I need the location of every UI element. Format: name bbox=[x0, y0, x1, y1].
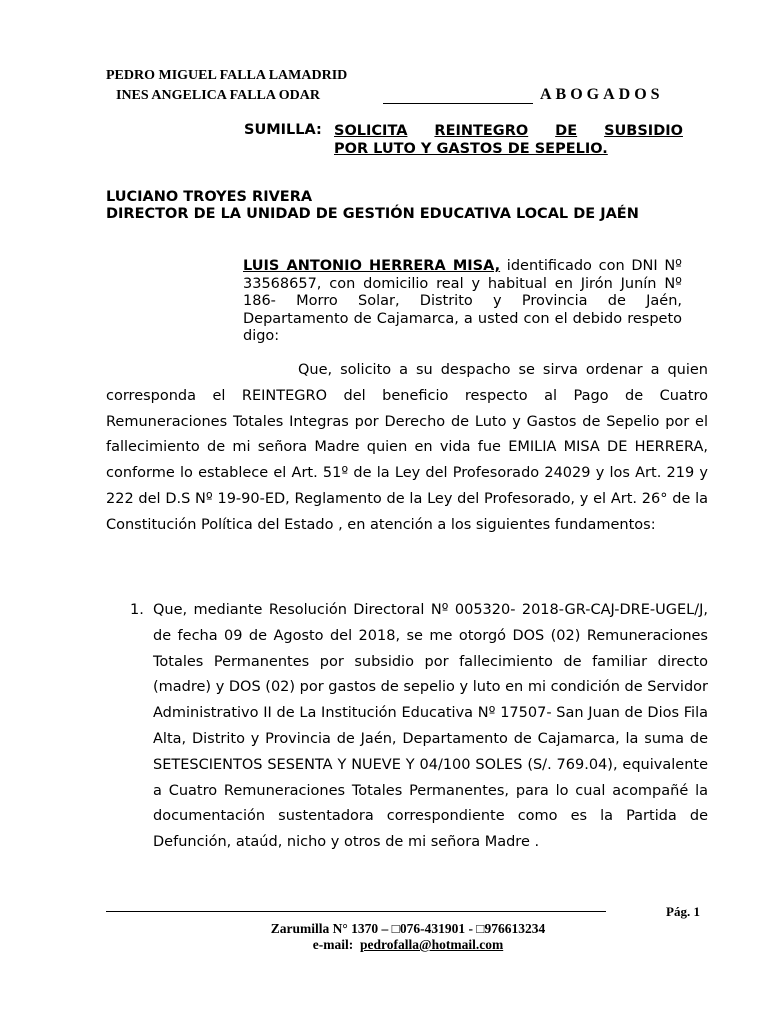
request-text: Que, solicito a su despacho se sirva ordenar a quien corresponda el REINTEGRO del beneficio respecto al Pago de Cuatro Remuneraciones Totales Integras por Derecho de Luto y Gastos de Sepelio por el fallecimiento de mi señora Madre quien en vida fue EMILIA MISA DE HERRERA, conforme lo establece el Art. 51º de la Ley del Profesorado 24029 y los Art. 219 y 222 del D.S Nº 19-90-ED, Reglamento de la Ley del Profesorado, y el Art. 26° de la Constitución Política del Estado , en atención a los siguientes fundamentos: bbox=[106, 362, 708, 533]
sumilla-word: REINTEGRO bbox=[434, 123, 529, 139]
sumilla-line-1 bbox=[334, 122, 683, 140]
identification-paragraph bbox=[243, 258, 682, 346]
letterhead-name-1: PEDRO MIGUEL FALLA LAMADRID bbox=[106, 68, 348, 83]
petitioner-name: LUIS ANTONIO HERRERA MISA, bbox=[243, 258, 501, 274]
email-label: e-mail: bbox=[312, 937, 354, 952]
sumilla-word: DE bbox=[555, 123, 578, 139]
letterhead-title: ABOGADOS bbox=[540, 86, 664, 103]
list-item-number: 1. bbox=[130, 602, 144, 618]
letterhead-rule bbox=[383, 103, 533, 104]
sumilla-word: SUBSIDIO bbox=[604, 123, 683, 139]
sumilla-text bbox=[334, 122, 683, 158]
footer-email-line bbox=[0, 937, 768, 953]
email-link[interactable]: pedrofalla@hotmail.com bbox=[360, 937, 504, 952]
request-paragraph bbox=[106, 358, 708, 539]
list-item: Que, mediante Resolución Directoral Nº 005320- 2018-GR-CAJ-DRE-UGEL/J, de fecha 09 de Agosto del 2018, se me otorgó DOS (02) Remuneraciones Totales Permanentes por subsidio por fallecimiento de familiar directo (madre) y DOS (02) por gastos de sepelio y luto en mi condición de Servidor Administrativo II de La Institución Educativa Nº 17507- San Juan de Dios Fila Alta, Distrito y Provincia de Jaén, Departamento de Cajamarca, la suma de SETESCIENTOS SESENTA Y NUEVE Y 04/100 SOLES (S/. 769.04), equivalente a Cuatro Remuneraciones Totales Permanentes, para lo cual acompañé la documentación sustentadora correspondiente como es la Partida de Defunción, ataúd, nicho y otros de mi señora Madre . bbox=[153, 602, 709, 851]
addressee-position: DIRECTOR DE LA UNIDAD DE GESTIÓN EDUCATIVA LOCAL DE JAÉN bbox=[106, 206, 639, 222]
sumilla-word: SOLICITA bbox=[334, 123, 408, 139]
addressee-name: LUCIANO TROYES RIVERA bbox=[106, 189, 313, 205]
fundamentos-list bbox=[130, 598, 708, 856]
sumilla-line-2: POR LUTO Y GASTOS DE SEPELIO. bbox=[334, 141, 608, 157]
page-number: Pág. 1 bbox=[666, 904, 700, 919]
footer-address: Zarumilla N° 1370 – □076-431901 - □976613234 bbox=[270, 921, 546, 936]
footer-rule bbox=[106, 911, 606, 912]
identification-text: identificado con DNI Nº 33568657, con domicilio real y habitual en Jirón Junín Nº 186- Morro Solar, Distrito y Provincia de Jaén, Departamento de Cajamarca, a usted con el debido respeto digo: bbox=[243, 258, 683, 344]
sumilla-label: SUMILLA: bbox=[244, 122, 322, 138]
letterhead-name-2: INES ANGELICA FALLA ODAR bbox=[116, 88, 320, 103]
